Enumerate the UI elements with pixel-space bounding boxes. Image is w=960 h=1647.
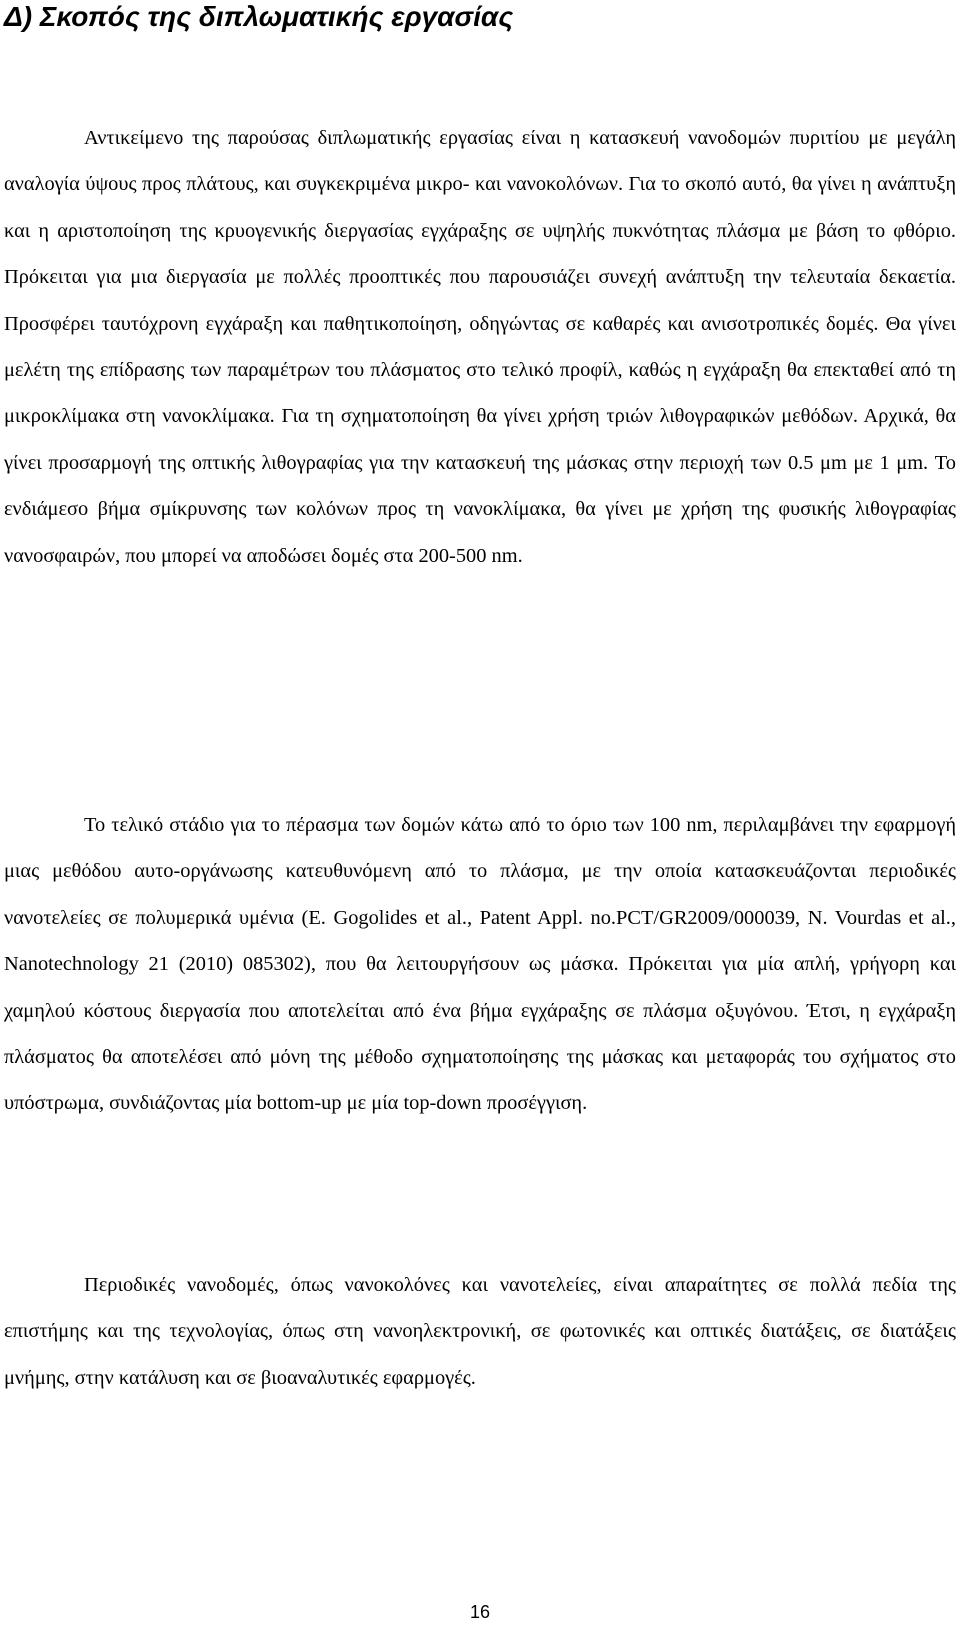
page-number: 16 bbox=[469, 1602, 491, 1622]
section-heading: Δ) Σκοπός της διπλωματικής εργασίας bbox=[4, 1, 514, 32]
paragraph-2: Το τελικό στάδιο για το πέρασμα των δομών κάτω από το όριο των 100 nm, περιλαμβάνει την εφαρμογή μιας μεθόδου αυτο-οργάνωσης κατευθυνόμενη από το πλάσμα, με την οποία κατασκευάζονται περιοδικές νανοτελείες σε πολυμερικά υμένια (E. Gogolides et al., Patent Appl. no.PCT/GR2009/000039, N. Vourdas et al., Nanotechnology 21 (2010) 085302), που θα λειτουργήσουν ως μάσκα. Πρόκειται για μία απλή, γρήγορη και χαμηλού κόστους διεργασία που αποτελείται από ένα βήμα εγχάραξης σε πλάσμα οξυγόνου. Έτσι, η εγχάραξη πλάσματος θα αποτελέσει από μόνη της μέθοδο σχηματοποίησης της μάσκας και μεταφοράς του σχήματος στο υπόστρωμα, συνδιάζοντας μία bottom-up με μία top-down προσέγγιση. bbox=[4, 814, 956, 1115]
paragraph-3: Περιοδικές νανοδομές, όπως νανοκολόνες και νανοτελείες, είναι απαραίτητες σε πολλά πεδία της επιστήμης και της τεχνολογίας, όπως στη νανοηλεκτρονική, σε φωτονικές και οπτικές διατάξεις, σε διατάξεις μνήμης, στην κατάλυση και σε βιοαναλυτικές εφαρμογές. bbox=[4, 1274, 956, 1389]
paragraph-1: Αντικείμενο της παρούσας διπλωματικής εργασίας είναι η κατασκευή νανοδομών πυριτίου με μεγάλη αναλογία ύψους προς πλάτους, και συγκεκριμένα μικρο- και νανοκολόνων. Για το σκοπό αυτό, θα γίνει η ανάπτυξη και η αριστοποίηση της κρυογενικής διεργασίας εγχάραξης σε υψηλής πυκνότητας πλάσμα με βάση το φθόριο. Πρόκειται για μια διεργασία με πολλές προοπτικές που παρουσιάζει συνεχή ανάπτυξη την τελευταία δεκαετία. Προσφέρει ταυτόχρονη εγχάραξη και παθητικοποίηση, οδηγώντας σε καθαρές και ανισοτροπικές δομές. Θα γίνει μελέτη της επίδρασης των παραμέτρων του πλάσματος στο τελικό προφίλ, καθώς η εγχάραξη θα επεκταθεί από τη μικροκλίμακα στη νανοκλίμακα. Για τη σχηματοποίηση θα γίνει χρήση τριών λιθογραφικών μεθόδων. Αρχικά, θα γίνει προσαρμογή της οπτικής λιθογραφίας για την κατασκευή της μάσκας στην περιοχή των 0.5 μm με 1 μm. Το ενδιάμεσο βήμα σμίκρυνσης των κολόνων προς τη νανοκλίμακα, θα γίνει με χρήση της φυσικής λιθογραφίας νανοσφαιρών, που μπορεί να αποδώσει δομές στα 200-500 nm. bbox=[4, 127, 956, 567]
